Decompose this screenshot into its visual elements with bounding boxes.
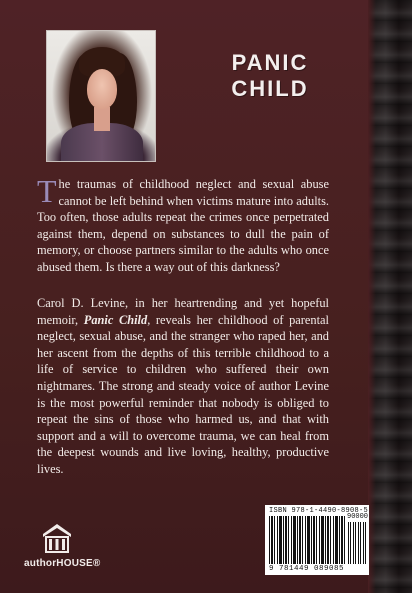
price-code: 90000 <box>347 513 369 521</box>
house-book-icon <box>40 520 74 554</box>
paragraph-1-text: he traumas of childhood neglect and sexual abuse cannot be left behind when victims mature into adults. Too often, those adults repeat the crimes once perpetrated against them, depend on substances to dull the pain of memory, or choose partners similar to the adults who once abused them. Is there a way out of this darkness? <box>37 177 329 274</box>
barcode-addon-bars <box>348 522 366 564</box>
drop-cap: T <box>37 173 57 209</box>
blurb-paragraph-2 <box>37 295 329 478</box>
photo-face <box>87 69 117 109</box>
blurb-paragraph-1 <box>37 173 329 276</box>
spine-texture <box>368 0 412 593</box>
isbn-barcode <box>265 505 369 575</box>
paragraph-2-end: , reveals her childhood of parental neglect, sexual abuse, and the stranger who raped her, and her ascent from the depths of this terrible childhood to a life of service to children who suffered their own nightmares. The strong and steady voice of author Levine is the most powerful reminder that nobody is obliged to repeat the sins of those who harmed us, and that with support and a will to overcome trauma, we can heal from the deepest wounds and live loving, healthy, productive lives. <box>37 312 329 476</box>
author-photo <box>46 30 156 162</box>
barcode-bars <box>269 516 345 564</box>
publisher-name: authorHOUSE® <box>24 558 101 569</box>
isbn-label: ISBN 978-1-4490-8908-5 <box>269 507 369 515</box>
barcode-digits: 9 781449 089085 <box>269 565 345 573</box>
paragraph-2-title: Panic Child <box>83 312 148 327</box>
photo-neck <box>94 107 110 131</box>
paragraph-2-start: Carol D. Levine, in her heartrending and yet hopeful memoir, <box>37 296 329 327</box>
book-title: PANIC CHILD <box>231 50 309 101</box>
publisher-logo <box>24 520 110 576</box>
